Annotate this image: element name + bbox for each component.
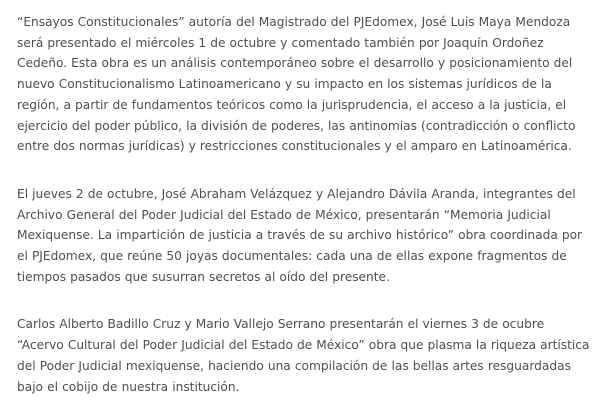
paragraph-memoria-judicial: El jueves 2 de octubre, José Abraham Velázquez y Alejandro Dávila Aranda, integrantes del Archivo General del Poder Judicial del Estado de México, presentarán “Memoria Judicial Mexiquense. La impartición de justicia a través de su archivo histórico” obra coordinada por el PJEdomex, que reúne 50 joyas documentales: cada una de ellas expone fragmentos de tiempos pasados que susurran secretos al oído del presente. (17, 186, 583, 284)
paragraph-acervo-cultural: Carlos Alberto Badillo Cruz y Mario Vallejo Serrano presentarán el viernes 3 de ocubre “Acervo Cultural del Poder Judicial del Estado de México” obra que plasma la riqueza artística del Poder Judicial mexiquense, haciendo una compilación de las bellas artes resguardadas bajo el cobijo de nuestra institución. (17, 317, 590, 394)
paragraph-ensayos-constitucionales: “Ensayos Constitucionales” autoría del Magistrado del PJEdomex, José Luis Maya Mendoza será presentado el miércoles 1 de octubre y comentado también por Joaquín Ordoñez Cedeño. Esta obra es un análisis contemporáneo sobre el desarrollo y posicionamiento del nuevo Constitucionalismo Latinoamericano y su impacto en los sistemas jurídicos de la región, a partir de fundamentos teóricos como la jurisprudencia, el acceso a la justicia, el ejercicio del poder público, la división de poderes, las antinomias (contradicción o conflicto entre dos normas jurídicas) y restricciones constitucionales y el amparo en Latinoamérica. (17, 15, 576, 154)
